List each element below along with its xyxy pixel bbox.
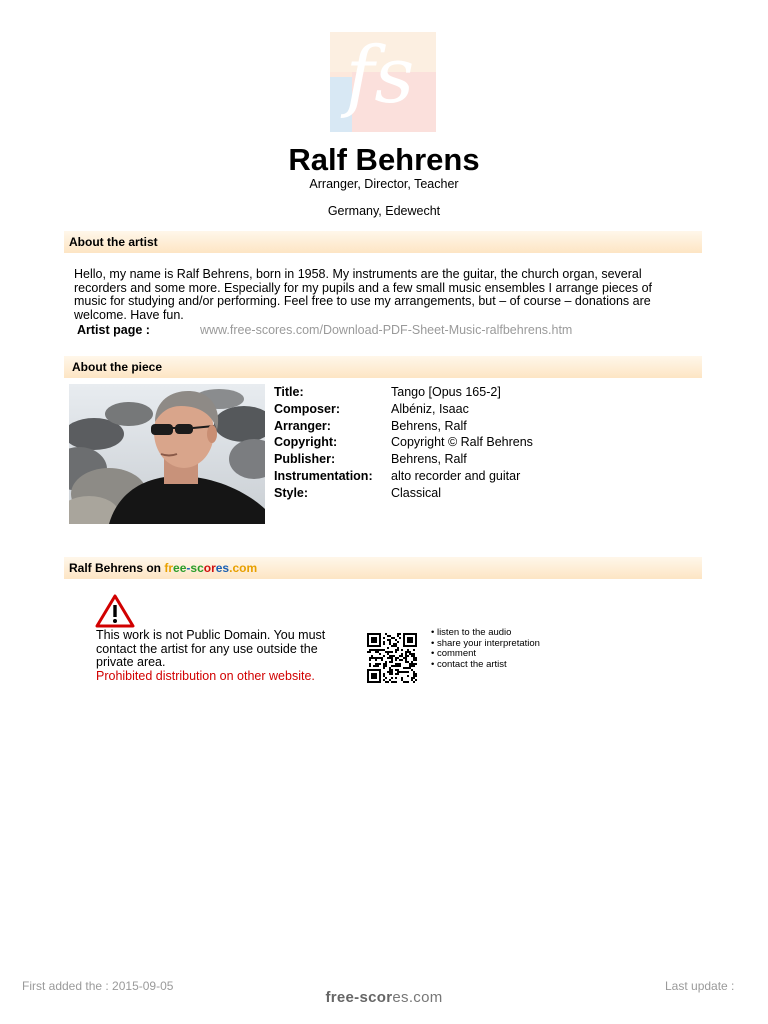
artist-bio: Hello, my name is Ralf Behrens, born in 1958. My instruments are the guitar, the church organ, several recorders and some more. Especially for my pupils and a few small music ensembles I arrange pieces of music for studying and/or performing. Feel free to use my arrangements, but – of course – donations are welcome. Have fun. — [74, 267, 653, 322]
brand-part: es — [215, 561, 230, 575]
last-update-label: Last update : — [665, 979, 735, 993]
brand-part: - — [186, 561, 191, 575]
feature-list — [431, 628, 540, 670]
arranger-label: Arranger: — [274, 419, 331, 433]
footer-brand-rest: es.com — [392, 989, 443, 1006]
brand-part: fr — [164, 561, 174, 575]
warning-icon — [95, 594, 135, 628]
artist-location: Germany, Edewecht — [327, 204, 441, 218]
qr-code-icon[interactable] — [367, 633, 417, 683]
footer-brand-bold: free-scor — [325, 989, 393, 1006]
arranger-value: Behrens, Ralf — [391, 419, 467, 433]
publisher-label: Publisher: — [274, 452, 336, 466]
style-value: Classical — [391, 486, 442, 500]
free-scores-brand[interactable] — [164, 561, 257, 575]
first-added-date: First added the : 2015-09-05 — [22, 979, 174, 993]
feature-comment: • comment — [431, 648, 477, 659]
feature-share-interpretation: • share your interpretation — [431, 637, 540, 649]
brand-part: or — [203, 561, 216, 575]
artist-roles: Arranger, Director, Teacher — [309, 177, 459, 191]
artist-photo — [69, 384, 265, 524]
brand-part: sc — [190, 561, 204, 575]
on-free-scores-heading — [64, 557, 702, 579]
instrumentation-value: alto recorder and guitar — [391, 469, 521, 483]
about-piece-heading: About the piece — [64, 356, 702, 378]
prohibited-distribution-notice: Prohibited distribution on other website. — [96, 669, 315, 683]
feature-listen-audio: • listen to the audio — [431, 627, 512, 638]
free-scores-logo — [330, 32, 436, 132]
brand-part: .com — [229, 561, 258, 575]
not-public-domain-notice: This work is not Public Domain. You must contact the artist for any use outside the private area. — [96, 628, 326, 669]
footer-brand[interactable] — [0, 989, 768, 1006]
artist-page-label: Artist page : — [77, 323, 150, 337]
about-artist-heading: About the artist — [64, 231, 702, 253]
copyright-value: Copyright © Ralf Behrens — [391, 435, 533, 449]
artist-name: Ralf Behrens — [288, 142, 480, 177]
title-label: Title: — [274, 385, 304, 399]
title-value: Tango [Opus 165-2] — [391, 385, 501, 399]
composer-label: Composer: — [274, 402, 340, 416]
on-free-scores-prefix: Ralf Behrens on — [69, 561, 165, 575]
composer-value: Albéniz, Isaac — [391, 402, 469, 416]
feature-contact-artist: • contact the artist — [431, 658, 507, 670]
style-label: Style: — [274, 486, 309, 500]
logo-letters: fs — [345, 32, 415, 121]
publisher-value: Behrens, Ralf — [391, 452, 467, 466]
artist-page-link[interactable]: www.free-scores.com/Download-PDF-Sheet-Music-ralfbehrens.htm — [200, 323, 573, 337]
instrumentation-label: Instrumentation: — [274, 469, 373, 483]
brand-part: ee — [173, 561, 187, 575]
copyright-label: Copyright: — [274, 435, 338, 449]
